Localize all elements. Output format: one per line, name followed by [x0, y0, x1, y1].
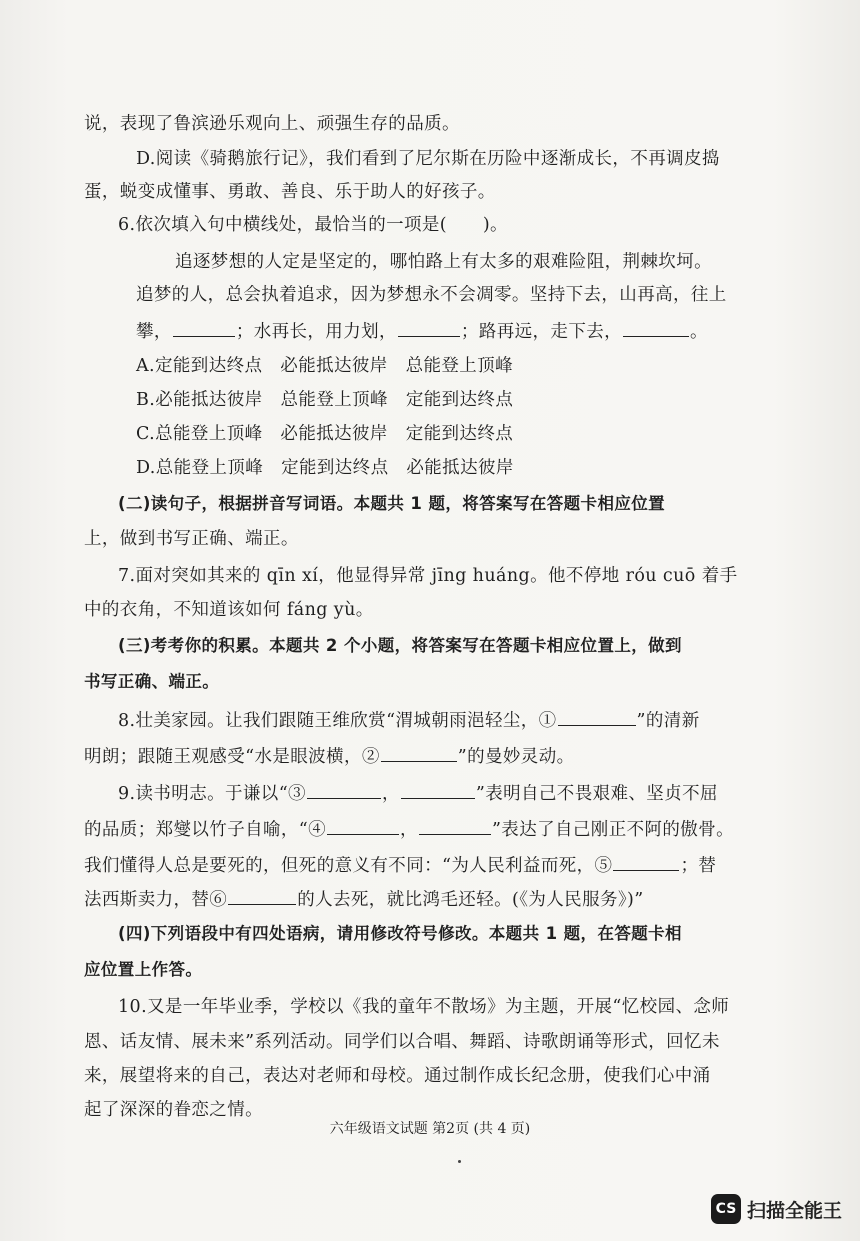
page-footer: 六年级语文试题 第2页 (共 4 页) [329, 1121, 531, 1137]
text-line: 追梦的人，总会执着追求，因为梦想永不会凋零。坚持下去，山再高，往上 [136, 285, 727, 305]
section-2-heading: (二)读句子，根据拼音写词语。本题共 1 题，将答案写在答题卡相应位置 [118, 494, 666, 513]
text-line: D.阅读《骑鹅旅行记》，我们看到了尼尔斯在历险中逐渐成长，不再调皮捣 [136, 149, 720, 169]
text-segment: ”的清新 [636, 711, 700, 731]
text-segment: 法西斯卖力，替⑥ [84, 890, 228, 910]
text-segment: ；水再长，用力划， [235, 322, 397, 342]
text-segment: ；替 [680, 856, 717, 876]
question-10-cont: 来，展望将来的自己，表达对老师和母校。通过制作成长纪念册，使我们心中涌 [84, 1066, 711, 1086]
text-segment: 8.壮美家园。让我们跟随王维欣赏“渭城朝雨浥轻尘，① [118, 711, 557, 731]
text-segment: 。 [690, 322, 708, 342]
option-b: B.必能抵达彼岸 总能登上顶峰 定能到达终点 [136, 390, 514, 410]
question-6-blank-line [0, 318, 860, 344]
text-segment: 的品质；郑燮以竹子自喻，“④ [84, 820, 327, 840]
question-9-cont [0, 886, 860, 912]
answer-blank [419, 816, 491, 835]
answer-blank [307, 780, 381, 799]
page-mark [458, 1160, 461, 1163]
question-7: 7.面对突如其来的 qīn xí，他显得异常 jīng huáng。他不停地 róu cuō 着手 [118, 566, 738, 586]
text-line: 追逐梦想的人定是坚定的，哪怕路上有太多的艰难险阻，荆棘坎坷。 [175, 252, 712, 272]
question-9 [0, 780, 860, 806]
question-9-cont [0, 852, 860, 878]
question-10: 10.又是一年毕业季，学校以《我的童年不散场》为主题，开展“忆校园、念师 [118, 997, 730, 1017]
answer-blank [381, 743, 457, 762]
text-segment: 9.读书明志。于谦以“③ [118, 784, 306, 804]
question-8 [0, 707, 860, 733]
answer-blank [327, 816, 399, 835]
text-segment: 我们懂得人总是要死的，但死的意义有不同：“为人民利益而死，⑤ [84, 856, 613, 876]
question-9-cont [0, 816, 860, 842]
text-segment: ， [381, 784, 400, 804]
text-segment: ”的曼妙灵动。 [457, 747, 575, 767]
answer-blank [613, 852, 679, 871]
answer-blank [623, 318, 689, 337]
text-segment: ”表达了自己刚正不阿的傲骨。 [491, 820, 734, 840]
question-7-cont: 中的衣角，不知道该如何 fáng yù。 [84, 600, 374, 620]
text-segment: 明朗；跟随王观感受“水是眼波横，② [84, 747, 380, 767]
camscanner-logo-icon: CS [711, 1194, 741, 1224]
answer-blank [228, 886, 296, 905]
section-3-heading-cont: 书写正确、端正。 [84, 672, 220, 691]
answer-blank [401, 780, 475, 799]
question-8-cont [0, 743, 860, 769]
text-segment: ， [400, 820, 418, 840]
text-segment: 攀， [136, 322, 172, 342]
answer-blank [558, 707, 636, 726]
section-4-heading: (四)下列语段中有四处语病，请用修改符号修改。本题共 1 题，在答题卡相 [118, 924, 682, 943]
option-c: C.总能登上顶峰 必能抵达彼岸 定能到达终点 [136, 424, 514, 444]
text-line: 蛋，蜕变成懂事、勇敢、善良、乐于助人的好孩子。 [84, 182, 496, 202]
option-a: A.定能到达终点 必能抵达彼岸 总能登上顶峰 [136, 356, 513, 376]
question-6-stem: 6.依次填入句中横线处，最恰当的一项是( )。 [118, 215, 508, 235]
section-3-heading: (三)考考你的积累。本题共 2 个小题，将答案写在答题卡相应位置上，做到 [118, 636, 682, 655]
text-segment: ”表明自己不畏艰难、坚贞不屈 [475, 784, 718, 804]
option-d: D.总能登上顶峰 定能到达终点 必能抵达彼岸 [136, 458, 514, 478]
text-segment: 的人去死，就比鸿毛还轻。(《为人民服务》)” [297, 890, 644, 910]
section-4-heading-cont: 应位置上作答。 [84, 960, 203, 979]
scanner-watermark [711, 1192, 842, 1226]
scanner-brand-name: 扫描全能王 [746, 1199, 842, 1222]
question-10-cont: 恩、话友情、展未来”系列活动。同学们以合唱、舞蹈、诗歌朗诵等形式，回忆未 [84, 1032, 720, 1052]
text-line: 说，表现了鲁滨逊乐观向上、顽强生存的品质。 [84, 114, 460, 134]
section-2-heading-cont: 上，做到书写正确、端正。 [84, 529, 299, 549]
question-10-cont: 起了深深的眷恋之情。 [84, 1100, 263, 1120]
answer-blank [398, 318, 460, 337]
text-segment: ；路再远，走下去， [460, 322, 623, 342]
answer-blank [173, 318, 235, 337]
